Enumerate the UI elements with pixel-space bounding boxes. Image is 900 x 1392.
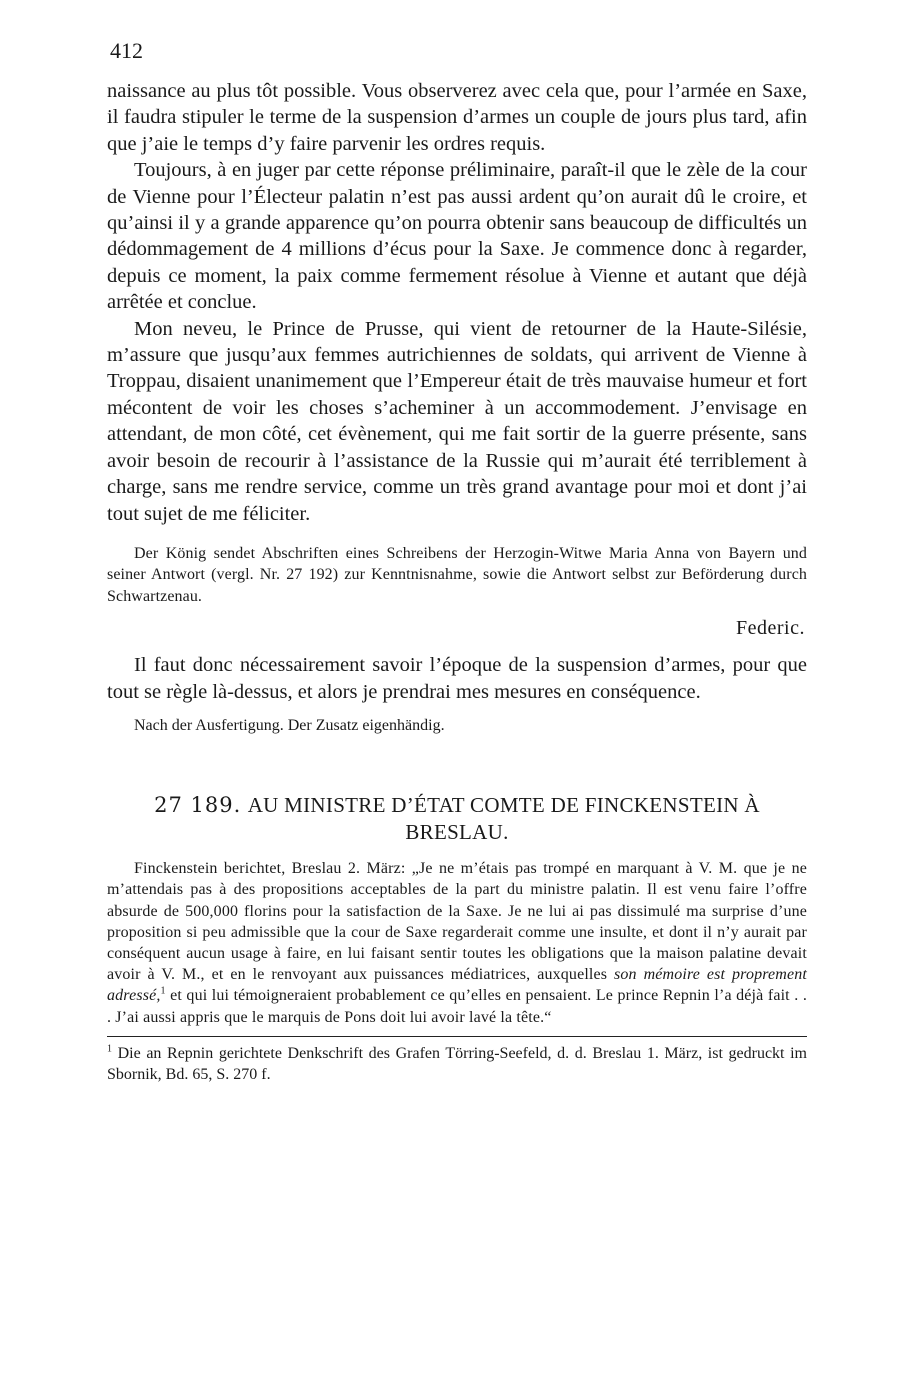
main-text [107,78,807,527]
document-page [107,38,807,1086]
document-heading [107,792,807,846]
footnote-marker: 1 [107,1043,112,1055]
document-number: 27 189. [154,793,242,818]
page-number: 412 [110,38,143,63]
source-note: Nach der Ausfertigung. Der Zusatz eigenhändig. [134,717,445,735]
summary-part-1: Finckenstein berichtet, Breslau 2. März: „Je ne m’étais pas trompé en marquant à V. M. que je ne m’attendais pas à des propositions acceptables de la part du ministre palatin. Il est venu faire l’offre absurde de 500,000 florins pour la satisfaction de la Saxe. Je ne lui ai pas dissimulé ma surprise d’une proposition si peu admissible que la cour de Saxe regarderait comme une insulte, et dont il n’y aurait par conséquent aucun usage à faire, en lui faisant sentir toutes les obligations que la maison palatine devait avoir à V. M., et en le renvoyant aux puissances médiatrices, auxquelles [107,860,807,984]
summary-part-2: et qui lui témoigneraient probablement ce qu’elles en pensaient. Le prince Repnin l’a déjà fait . . . J’ai aussi appris que le marquis de Pons doit lui avoir lavé la tête.“ [107,987,807,1026]
signature: Federic. [736,617,805,640]
report-summary [107,858,807,1028]
summary-italic: son mémoire est proprement adressé, [107,966,807,1005]
footnote-reference[interactable]: 1 [160,986,166,998]
footnote [107,1043,807,1086]
footnote-divider [107,1036,807,1037]
paragraph-prince-de-prusse: Mon neveu, le Prince de Prusse, qui vient de retourner de la Haute-Silésie, m’assure que jusqu’aux femmes autrichiennes de soldats, qui arrivent de Vienne à Troppau, disaient unanimement que l’Empereur était de très mauvaise humeur et fort mécontent de voir les choses s’acheminer à un accommodement. J’envisage en attendant, de mon côté, cet évènement, qui me fait sortir de la guerre présente, sans avoir besoin de recourir à l’assistance de la Russie qui m’aurait été terriblement à charge, sans me rendre service, comme un très grand avantage pour moi et dont j’ai tout sujet de me féliciter. [107,317,807,525]
editor-note: Der König sendet Abschriften eines Schreibens der Herzogin-Witwe Maria Anna von Bayern und seiner Antwort (vergl. Nr. 27 192) zur Kenntnisnahme, sowie die Antwort selbst zur Beförderung durch Schwartzenau. [107,544,807,605]
autograph-addition: Il faut donc nécessairement savoir l’époque de la suspension d’armes, pour que tout se règle là-dessus, et alors je prendrai mes mesures en conséquence. [107,654,807,703]
paragraph-continuation: naissance au plus tôt possible. Vous observerez avec cela que, pour l’armée en Saxe, il faudra stipuler le terme de la suspension d’armes un couple de jours plus tard, afin que j’aie le temps d’y faire parvenir les ordres requis. [107,80,807,155]
footnote-text: Die an Repnin gerichtete Denkschrift des Grafen Törring-Seefeld, d. d. Breslau 1. März, ist gedruckt im Sbornik, Bd. 65, S. 270 f. [107,1044,807,1084]
paragraph-vienne: Toujours, à en juger par cette réponse préliminaire, paraît-il que le zèle de la cour de Vienne pour l’Électeur palatin n’est pas aussi ardent qu’on aurait dû le croire, et qu’ainsi il y a grande apparence qu’on pourra obtenir sans beaucoup de difficultés un dédommagement de 4 millions d’écus pour la Saxe. Je commence donc à regarder, depuis ce moment, la paix comme fermement résolue à Vienne et autant que déjà arrêtée et conclue. [107,159,807,314]
document-title: AU MINISTRE D’ÉTAT COMTE DE FINCKENSTEIN À BRESLAU. [247,793,760,845]
